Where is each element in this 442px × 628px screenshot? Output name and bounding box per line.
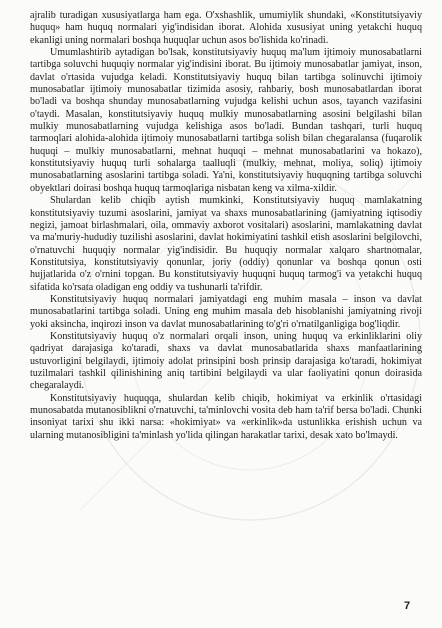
paragraph-5: Konstitutsiyaviy huquq o'z normalari orqali inson, uning huquq va erkinliklarini oliy qadriyat darajasiga ko'taradi, shaxs va davlat munosabatlarida shaxs manfaatlarining ustuvorligini belgilaydi, ijtimoiy adolat prinsipini bosh prinsip darajasiga ko'taradi, hokimiyat tuzilmalari tashkil qilinishining aniq tartibini belgilaydi va ular faoliyatini qonun doirasida chegaralaydi.: [30, 330, 422, 392]
paragraph-3: Shulardan kelib chiqib aytish mumkinki, Konstitutsiyaviy huquq mamlakatning konstitutsiyaviy tuzumi asoslarini, jamiyat va shaxs munosabatlarining (jamiyatning iqtisodiy negizi, jamoat birlashmalari, oila, ommaviy axborot vositalari) asoslarini, mamlakatning davlat va ma'muriy-hududiy tuzilishi asoslarini, davlat hokimiyatini tashkil etish asoslarini belgilovchi, o'rnatuvchi huquqiy normalar yig'indisidir. Bu huquqiy normalar xalqaro shartnomalar, Konstitutsiya, konstitutsiyaviy qonunlar, joriy (oddiy) qonunlar va boshqa qonun osti hujjatlarida o'z o'rnini topgan. Bu konstitutsiyaviy huquqni huquq tarmog'i va yetakchi huquq sifatida ko'rsata oladigan eng oddiy va tushunarli ta'rifdir.: [30, 195, 422, 293]
paragraph-4: Konstitutsiyaviy huquq normalari jamiyatdagi eng muhim masala – inson va davlat munosabatlarini tartibga soladi. Uning eng muhim masala deb hisoblanishi jamiyatning rivoji yoki aksincha, inqirozi inson va davlat munosabatlarining to'g'ri o'rnatilganligiga bog'liqdir.: [30, 293, 422, 330]
paragraph-1: ajralib turadigan xususiyatlarga ham ega. O'xshashlik, umumiylik shundaki, «Konstitutsiyaviy huquq» ham huquq normalari yig'indisidan iborat. Alohida xususiyat uning yetakchi huquq ekanligi uning normalari boshqa huquqlar uchun asos bo'lishida ko'rinadi.: [30, 10, 422, 46]
body-text: [30, 10, 422, 442]
paragraph-2: Umumlashtirib aytadigan bo'lsak, konstitutsiyaviy huquq ma'lum ijtimoiy munosabatlarni tartibga soluvchi huquqiy normalar yig'indisini iborat. Bu ijtimoiy munosabatlar jamiyat, inson, davlat o'rtasida vujudga keladi. Konstitutsiyaviy huquq bilan tartibga solinuvchi ijtimoiy munosabatlar ijtimoiy munosabatlar tizimida asosiy, rahbariy, bosh munosabatlardan iborat bo'ladi va boshqa shunday munosabatlarning vujudga kelishi uchun asos, tayanch vazifasini o'taydi. Masalan, konstitutsiyaviy huquq mulkiy munosabatlarning asosini belgilashi bilan mulkiy munosabatlarning vujudga kelishiga asos bo'ladi. Bundan tashqari, turli huquq tarmoqlari alohida-alohida ijtimoiy munosabatlarni tartibga solish bilan chegaralansa (fuqarolik huquqi – mulkiy munosabatlarni, mehnat huquqi – mehnat munosabatlarini va hokazo), konstitutsiyaviy huquq turli sohalarga taalluqli (mulkiy, mehnat, moliya, soliq) ijtimoiy munosabatlarning asoslarini tartibga soladi. Ya'ni, konstitutsiyaviy huquqning tartibga soluvchi obyektlari doirasi boshqa huquq tarmoqlariga nisbatan keng va xilma-xildir.: [30, 47, 422, 194]
paragraph-6: Konstitutsiyaviy huquqqa, shulardan kelib chiqib, hokimiyat va erkinlik o'rtasidagi munosabatda mutanosiblikni o'rnatuvchi, ta'minlovchi vosita deb ham ta'rif bersa bo'ladi. Chunki insoniyat tarixi shu ikki narsa: «hokimiyat» va «erkinlik»da ustunlikka erishish uchun va ularning mutanosibligini ta'minlash yo'lida qilingan harakatlar tarixi, desak xato bo'lmaydi.: [30, 392, 422, 441]
page-number: 7: [404, 600, 411, 612]
